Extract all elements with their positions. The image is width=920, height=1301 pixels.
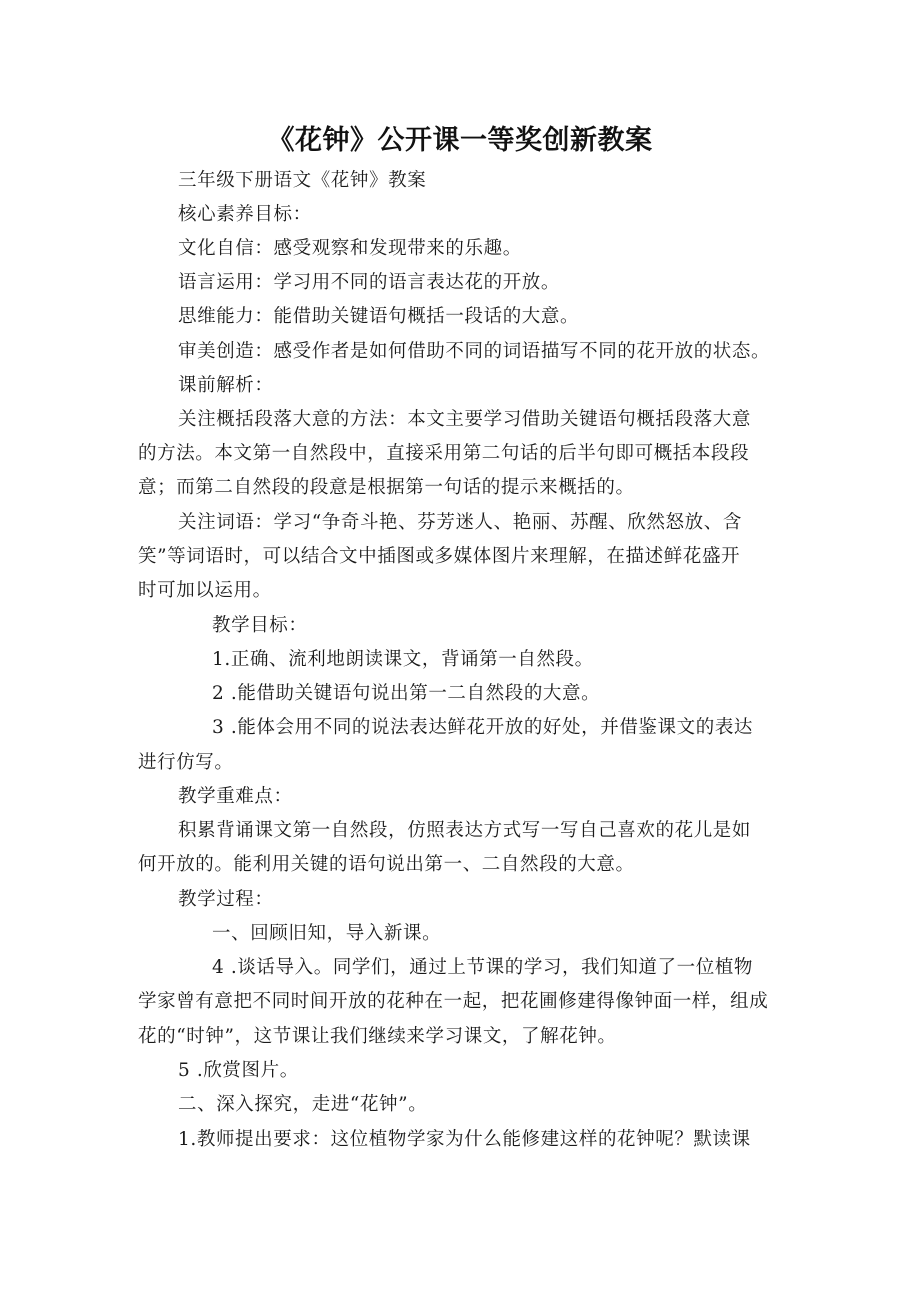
list-item: 4 .谈话导入。同学们，通过上节课的学习，我们知道了一位植物 (212, 957, 754, 978)
text-line: 何开放的。能利用关键的语句说出第一、二自然段的大意。 (138, 854, 635, 875)
section-heading-teaching-goals: 教学目标： (212, 615, 308, 636)
subtitle-line: 三年级下册语文《花钟》教案 (178, 170, 427, 191)
list-item: 2 .能借助关键语句说出第一二自然段的大意。 (212, 683, 601, 704)
list-item: 1.教师提出要求：这位植物学家为什么能修建这样的花钟呢？默读课 (178, 1129, 751, 1150)
section-heading-process: 教学过程： (178, 889, 274, 910)
list-item: 3 .能体会用不同的说法表达鲜花开放的好处，并借鉴课文的表达 (212, 717, 754, 738)
text-line: 关注词语：学习“争奇斗艳、芬芳迷人、艳丽、苏醒、欣然怒放、含 (178, 512, 742, 533)
text-line: 的方法。本文第一自然段中，直接采用第二句话的后半句即可概括本段段 (138, 443, 750, 464)
text-line: 笑”等词语时，可以结合文中插图或多媒体图片来理解，在描述鲜花盛开 (138, 546, 741, 567)
text-line: 审美创造：感受作者是如何借助不同的词语描写不同的花开放的状态。 (178, 341, 771, 362)
text-line: 时可加以运用。 (138, 580, 272, 601)
section-heading-key-points: 教学重难点： (178, 786, 293, 807)
list-item: 1.正确、流利地朗读课文，背诵第一自然段。 (212, 649, 594, 670)
text-line: 花的“时钟”，这节课让我们继续来学习课文，了解花钟。 (138, 1026, 617, 1047)
text-line: 意；而第二自然段的段意是根据第一句话的提示来概括的。 (138, 477, 635, 498)
step-heading: 一、回顾旧知，导入新课。 (212, 923, 442, 944)
text-line: 思维能力：能借助关键语句概括一段话的大意。 (178, 306, 580, 327)
text-line: 关注概括段落大意的方法：本文主要学习借助关键语句概括段落大意 (178, 409, 752, 430)
step-heading: 二、深入探究，走进“花钟”。 (178, 1094, 428, 1115)
text-line: 积累背诵课文第一自然段，仿照表达方式写一写自己喜欢的花儿是如 (178, 820, 752, 841)
text-line: 进行仿写。 (138, 752, 234, 773)
text-line: 语言运用：学习用不同的语言表达花的开放。 (178, 272, 561, 293)
text-line: 文化自信：感受观察和发现带来的乐趣。 (178, 238, 522, 259)
document-title: 《花钟》公开课一等奖创新教案 (267, 125, 653, 156)
section-heading-core-goals: 核心素养目标： (178, 204, 312, 225)
list-item: 5 .欣赏图片。 (178, 1060, 299, 1081)
section-heading-analysis: 课前解析： (178, 375, 274, 396)
text-line: 学家曾有意把不同时间开放的花种在一起，把花圃修建得像钟面一样，组成 (138, 991, 769, 1012)
